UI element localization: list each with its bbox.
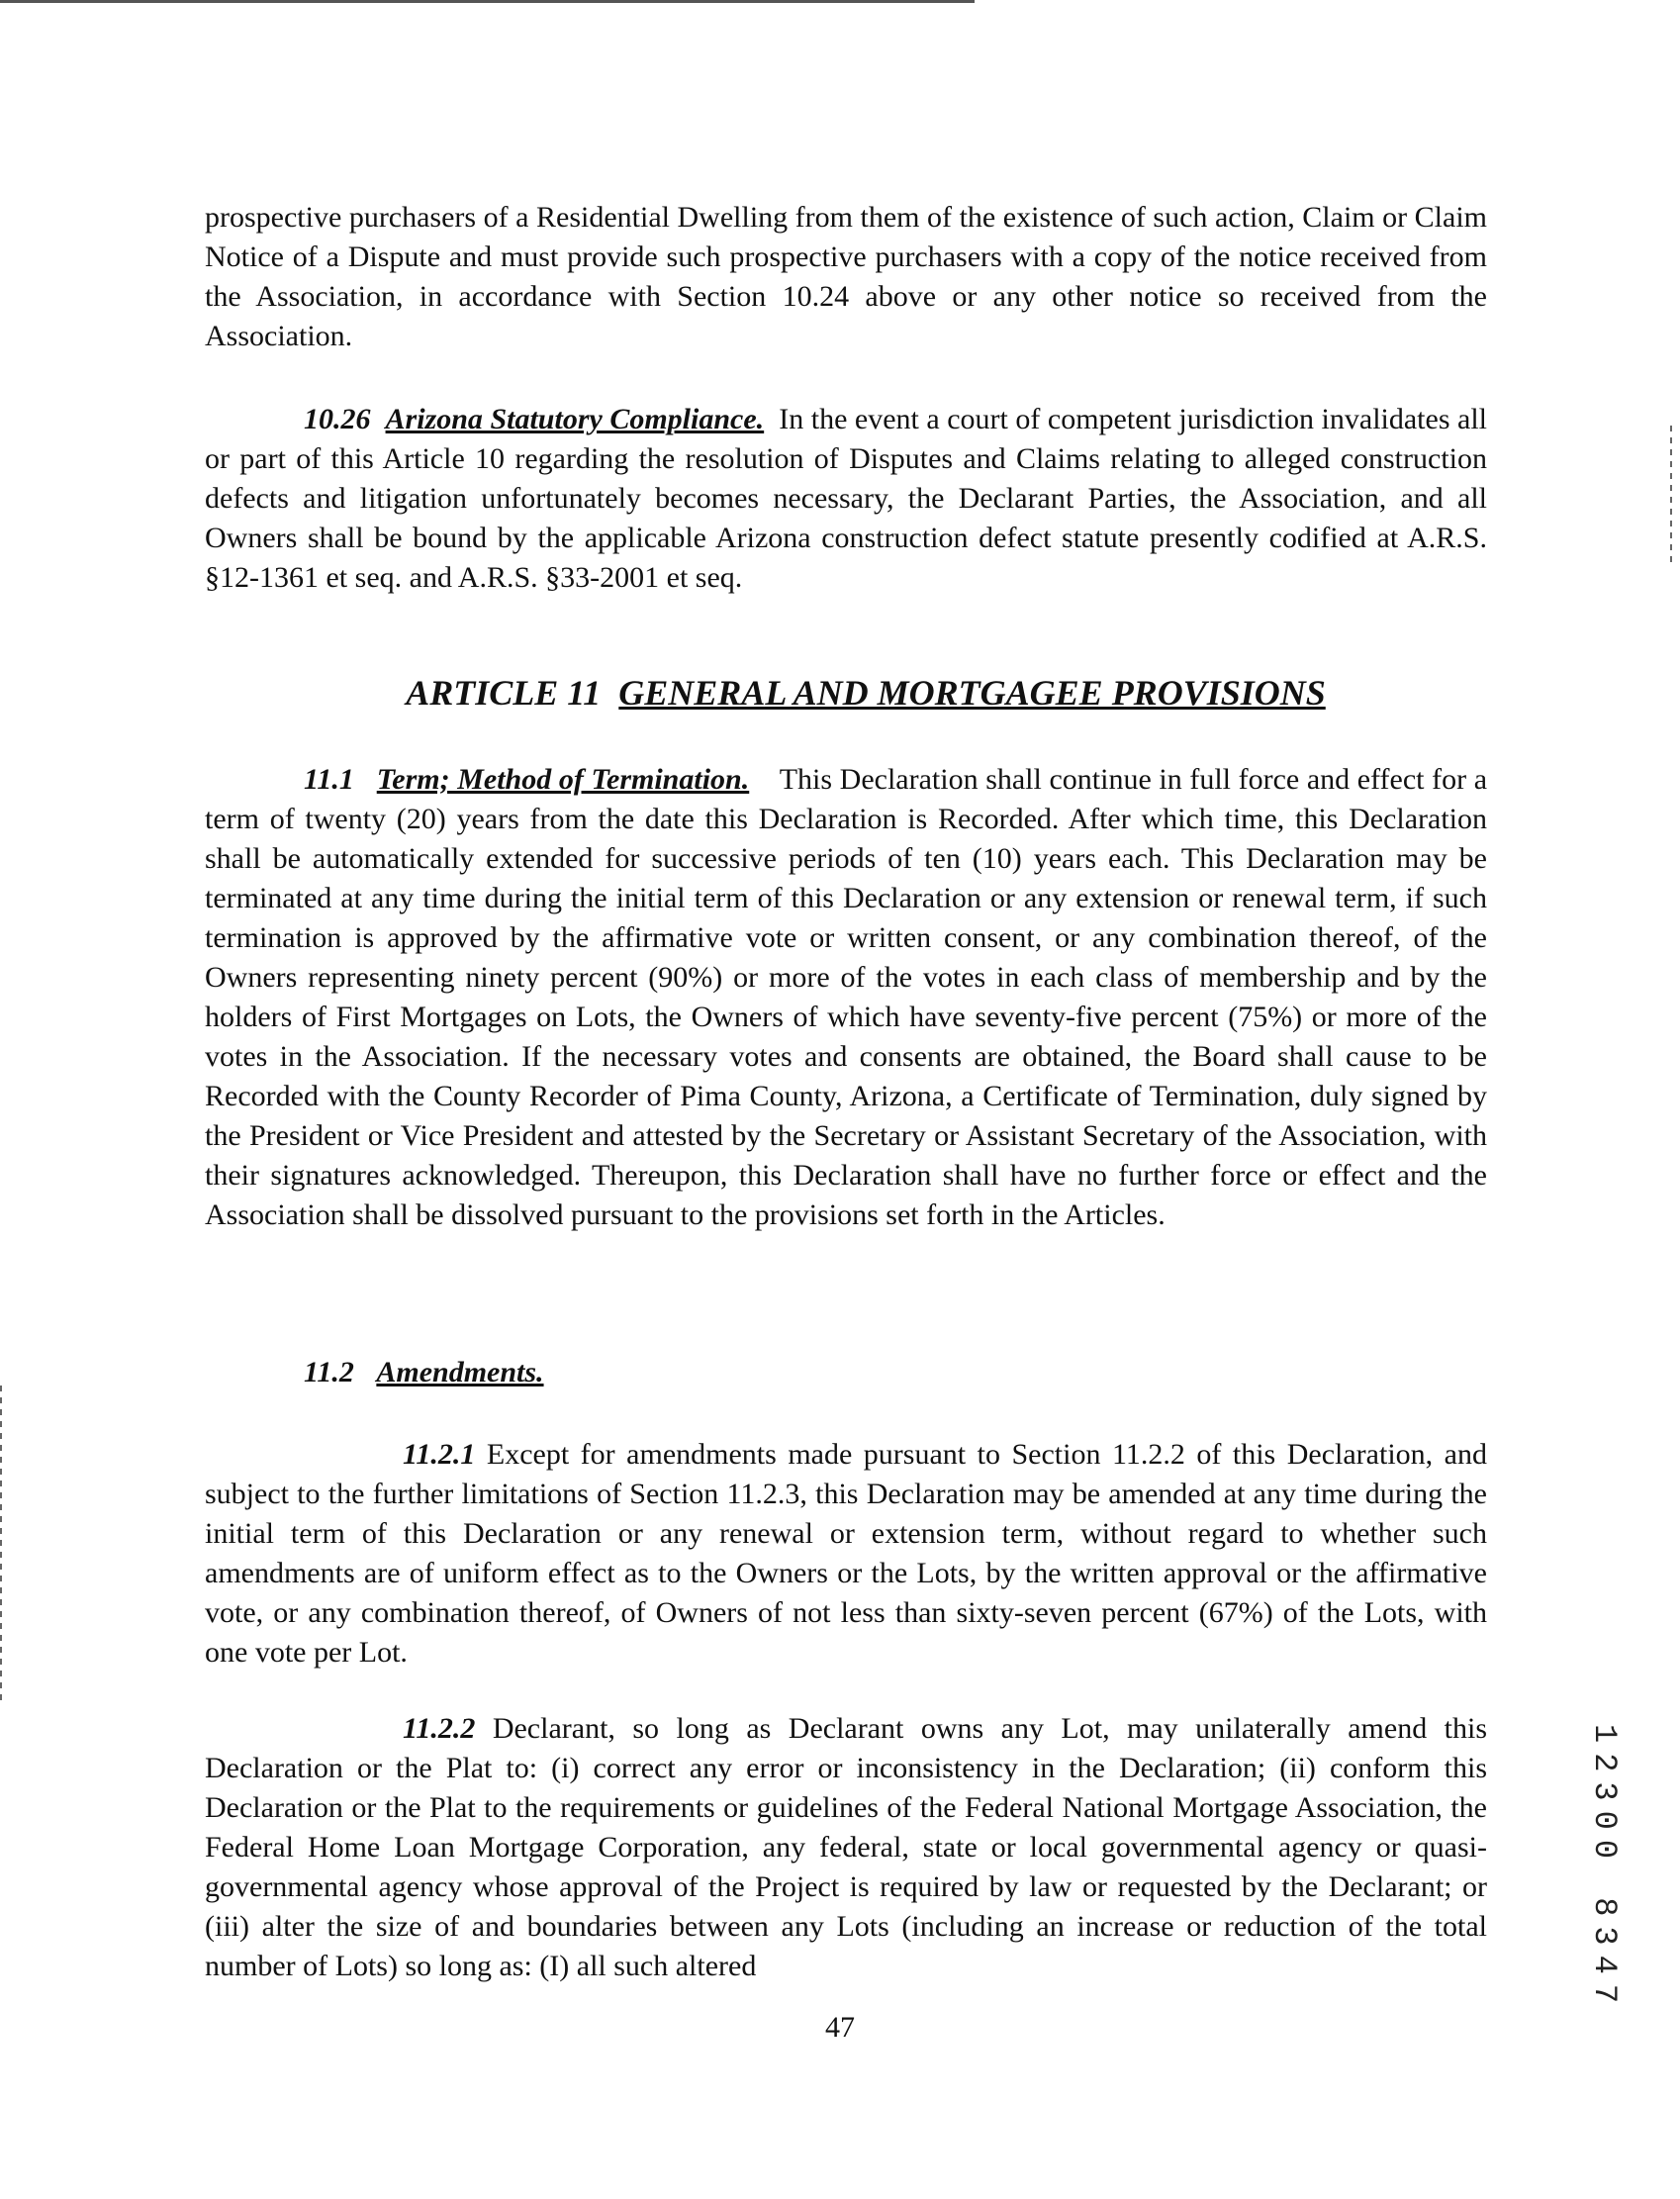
section-number: 11.2.2 <box>403 1712 476 1745</box>
section-body: This Declaration shall continue in full force and effect for a term of twenty (20) years from the date this Declaration is Recorded. After which time, this Declaration shall be automatically extended for successive periods of ten (10) years each. This Declaration may be terminated at any time during the initial term of this Declaration or any extension or renewal term, if such termination is approved by the affirmative vote or written consent, or any combination thereof, of the Owners representing ninety percent (90%) or more of the votes in each class of membership and by the holders of First Mortgages on Lots, the Owners of which have seventy-five percent (75%) or more of the votes in the Association. If the necessary votes and consents are obtained, the Board shall cause to be Recorded with the County Recorder of Pima County, Arizona, a Certificate of Termination, duly signed by the President or Vice President and attested by the Secretary or Assistant Secretary of the Association, with their signatures acknowledged. Thereupon, this Declaration shall have no further force or effect and the Association shall be dissolved pursuant to the provisions set forth in the Articles. <box>205 763 1488 1231</box>
page-number: 47 <box>825 2011 855 2044</box>
section-number: 11.2.1 <box>403 1438 476 1471</box>
section-number: 11.2 <box>304 1356 354 1388</box>
section-title: Term; Method of Termination. <box>376 763 750 796</box>
section-body: In the event a court of competent jurisdiction invalidates all or part of this Article 10 regarding the resolution of Disputes and Claims relating to alleged construction defects and litigation unfortunately becomes necessary, the Declarant Parties, the Association, and all Owners shall be bound by the applicable Arizona construction defect statute presently codified at A.R.S. §12-1361 et seq. and A.R.S. §33-2001 et seq. <box>205 403 1488 594</box>
section-10-26 <box>205 400 1487 598</box>
section-title: Amendments. <box>376 1356 544 1388</box>
section-11-2-1 <box>205 1435 1487 1673</box>
section-number: 11.1 <box>304 763 354 796</box>
scan-margin-mark <box>1670 426 1672 564</box>
section-11-1 <box>205 760 1487 1235</box>
article-heading <box>205 671 1507 715</box>
section-number: 10.26 <box>304 403 371 435</box>
section-11-2-2 <box>205 1709 1487 1986</box>
section-body: Declarant, so long as Declarant owns any Lot, may unilaterally amend this Declaration or the Plat to: (i) correct any error or inconsistency in the Declaration; (ii) conform this Declaration or the Plat to the requirements or guidelines of the Federal National Mortgage Association, the Federal Home Loan Mortgage Corporation, any federal, state or local governmental agency or quasi-governmental agency whose approval of the Project is required by law or requested by the Declarant; or (iii) alter the size of and boundaries between any Lots (including an increase or reduction of the total number of Lots) so long as: (I) all such altered <box>205 1712 1488 1982</box>
continued-paragraph: prospective purchasers of a Residential Dwelling from them of the existence of such action, Claim or Claim Notice of a Dispute and must provide such prospective purchasers with a copy of the notice received from the Association, in accordance with Section 10.24 above or any other notice so received from the Association. <box>205 201 1487 352</box>
article-label: ARTICLE 11 <box>406 673 602 713</box>
section-title: Arizona Statutory Compliance. <box>385 403 765 435</box>
article-title: GENERAL AND MORTGAGEE PROVISIONS <box>618 673 1326 713</box>
recording-stamp: 12300 8347 <box>1586 1724 1623 2014</box>
scan-top-edge <box>0 0 975 3</box>
section-body: Except for amendments made pursuant to Section 11.2.2 of this Declaration, and subject to the further limitations of Section 11.2.3, this Declaration may be amended at any time during the initial term of this Declaration or any renewal or extension term, without regard to whether such amendments are of uniform effect as to the Owners or the Lots, by the written approval or the affirmative vote, or any combination thereof, of Owners of not less than sixty-seven percent (67%) of the Lots, with one vote per Lot. <box>205 1438 1487 1669</box>
section-11-2-heading <box>304 1353 544 1392</box>
scan-margin-mark <box>0 1386 2 1702</box>
